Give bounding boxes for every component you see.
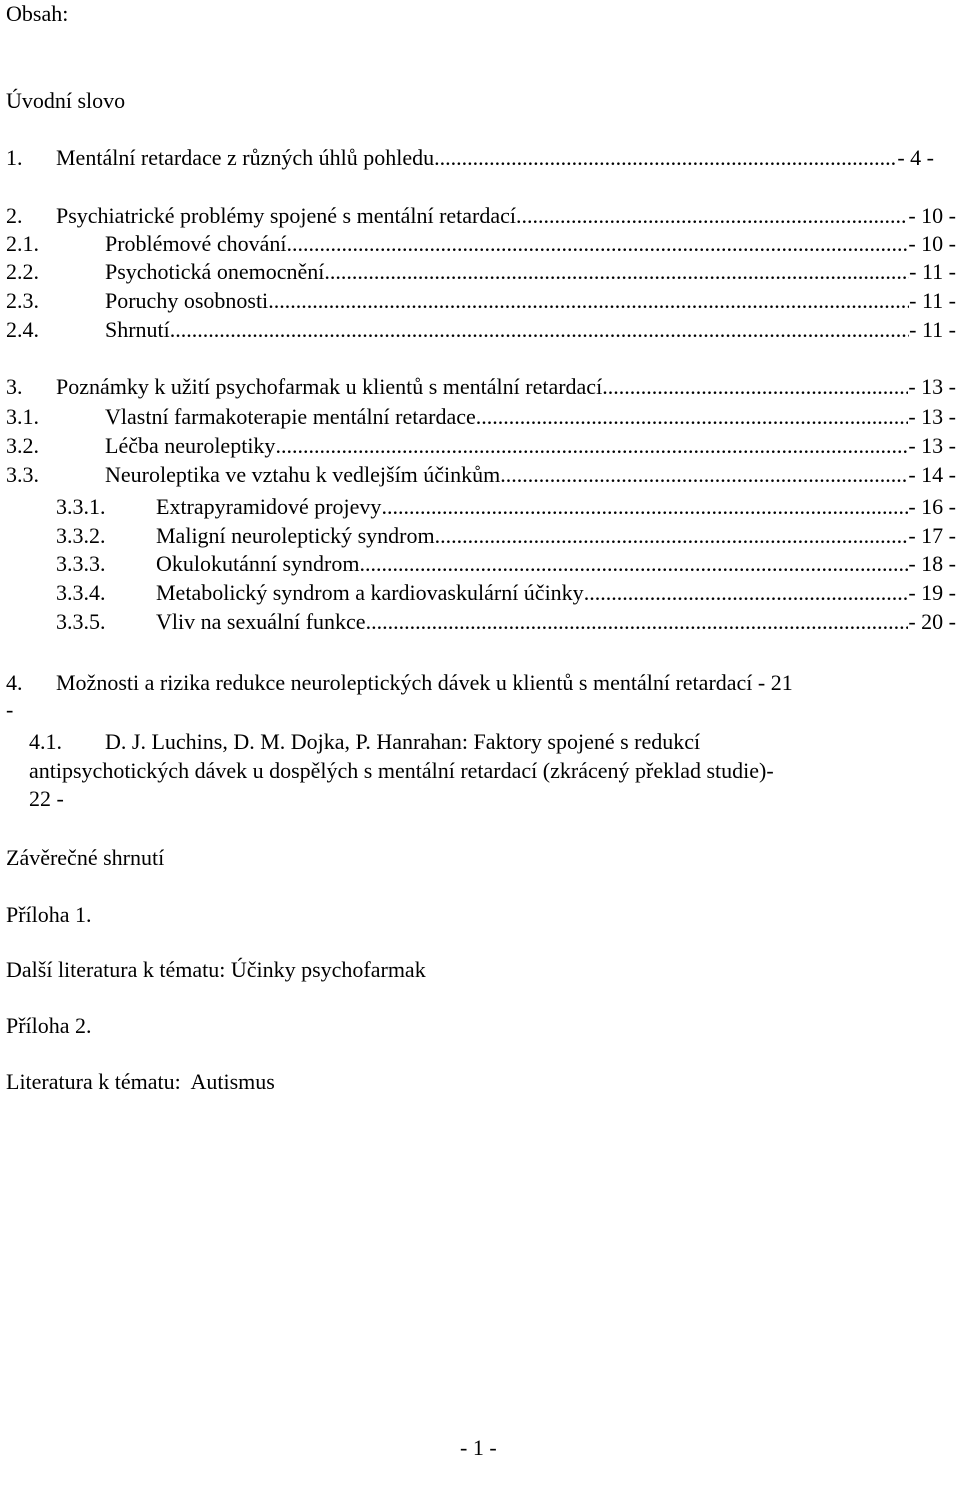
page-title: Obsah: (6, 1, 69, 26)
toc-appendix-2: Příloha 2. (6, 1013, 92, 1038)
toc-leader-dots (286, 231, 908, 257)
toc-entry-title: Extrapyramidové projevy (156, 494, 382, 519)
toc-entry[interactable] (6, 404, 956, 430)
toc-entry-number: 3.3.5. (56, 609, 106, 634)
toc-entry[interactable] (6, 231, 956, 257)
toc-entry-title: Psychiatrické problémy spojené s mentální retardací (56, 203, 517, 228)
toc-entry-page: - 14 - (908, 462, 956, 487)
toc-leader-dots (381, 494, 908, 520)
toc-appendix-1: Příloha 1. (6, 902, 92, 927)
toc-entry-title: D. J. Luchins, D. M. Dojka, P. Hanrahan: Faktory spojené s redukcí (105, 729, 701, 754)
toc-entry-page: - 13 - (908, 404, 956, 429)
toc-entry-title: Neuroleptika ve vztahu k vedlejším účinkům (105, 462, 501, 487)
toc-leader-dots (476, 404, 909, 430)
toc-closing-summary: Závěrečné shrnutí (6, 845, 165, 870)
toc-entry-title: Poruchy osobnosti (105, 288, 269, 313)
toc-leader-dots (434, 145, 897, 171)
toc-entry-4-1-page: 22 - (29, 786, 64, 811)
toc-entry-number: 3. (6, 374, 23, 399)
toc-entry[interactable] (6, 374, 956, 400)
toc-entry-title: Vliv na sexuální funkce (156, 609, 366, 634)
toc-entry[interactable] (6, 288, 956, 314)
toc-leader-dots (602, 374, 908, 400)
toc-entry[interactable] (56, 494, 956, 520)
toc-further-reading: Další literatura k tématu: Účinky psychofarmak (6, 957, 426, 982)
toc-entry-page: - 18 - (908, 551, 956, 576)
toc-entry-page: - 17 - (908, 523, 956, 548)
toc-entry-number: 2.3. (6, 288, 39, 313)
toc-entry-number: 3.3.4. (56, 580, 106, 605)
toc-entry-number: 2.1. (6, 231, 39, 256)
toc-leader-dots (360, 551, 909, 577)
toc-entry-number: 3.3. (6, 462, 39, 487)
toc-entry-page: - 19 - (908, 580, 956, 605)
toc-entry-title: Mentální retardace z různých úhlů pohledu (56, 145, 435, 170)
toc-entry-title: Možnosti a rizika redukce neuroleptických dávek u klientů s mentální retardací (56, 670, 753, 695)
toc-entry[interactable] (6, 203, 956, 229)
toc-entry[interactable] (6, 462, 956, 488)
toc-entry-page: - 21 (757, 670, 793, 695)
toc-leader-dots (516, 203, 908, 229)
toc-entry-title: Maligní neuroleptický syndrom (156, 523, 435, 548)
toc-entry-page: - 20 - (908, 609, 956, 634)
toc-entry-page: - 13 - (908, 374, 956, 399)
toc-entry-title: Okulokutánní syndrom (156, 551, 360, 576)
toc-entry-number: 3.2. (6, 433, 39, 458)
toc-entry-page: - 4 - (897, 145, 934, 170)
toc-entry-page: - 10 - (908, 231, 956, 256)
toc-leader-dots (366, 609, 909, 635)
toc-leader-dots (268, 288, 909, 314)
toc-entry[interactable] (6, 145, 934, 171)
toc-entry-number: 2. (6, 203, 23, 228)
toc-entry-number: 2.4. (6, 317, 39, 342)
toc-entry-page: - 10 - (908, 203, 956, 228)
toc-entry-4-page-tail: - (6, 697, 14, 722)
toc-entry-title: Shrnutí (105, 317, 170, 342)
toc-entry[interactable] (56, 609, 956, 635)
toc-literature: Literatura k tématu: Autismus (6, 1069, 275, 1094)
toc-entry-4-1[interactable] (29, 729, 700, 755)
toc-entry-number: 3.1. (6, 404, 39, 429)
toc-entry-number: 4.1. (29, 729, 62, 754)
toc-entry-number: 2.2. (6, 259, 39, 284)
toc-entry[interactable] (6, 317, 956, 343)
toc-entry-number: 1. (6, 145, 23, 170)
toc-entry-4[interactable] (6, 670, 956, 696)
toc-leader-dots (275, 433, 908, 459)
toc-entry-title: Poznámky k užití psychofarmak u klientů s mentální retardací (56, 374, 603, 399)
toc-entry-title: Léčba neuroleptiky (105, 433, 276, 458)
toc-intro: Úvodní slovo (6, 88, 126, 113)
toc-entry-title: Problémové chování (105, 231, 287, 256)
toc-entry-title: Metabolický syndrom a kardiovaskulární účinky (156, 580, 584, 605)
toc-leader-dots (435, 523, 909, 549)
toc-leader-dots (170, 317, 909, 343)
toc-entry-page: - 11 - (909, 317, 956, 342)
toc-entry[interactable] (56, 580, 956, 606)
toc-entry-page: - 16 - (908, 494, 956, 519)
toc-leader-dots (324, 259, 909, 285)
toc-entry-number: 4. (6, 670, 23, 695)
toc-entry-page: - 11 - (909, 259, 956, 284)
toc-leader-dots (500, 462, 908, 488)
toc-leader-dots (584, 580, 909, 606)
toc-entry-page: - 13 - (908, 433, 956, 458)
toc-entry-page: - 11 - (909, 288, 956, 313)
toc-entry-number: 3.3.1. (56, 494, 106, 519)
page-number: - 1 - (460, 1435, 497, 1460)
toc-entry[interactable] (6, 433, 956, 459)
toc-entry-title: Vlastní farmakoterapie mentální retardace (105, 404, 476, 429)
toc-entry[interactable] (6, 259, 956, 285)
toc-entry[interactable] (56, 551, 956, 577)
toc-entry[interactable] (56, 523, 956, 549)
toc-entry-title: Psychotická onemocnění (105, 259, 325, 284)
toc-entry-number: 3.3.3. (56, 551, 106, 576)
toc-entry-number: 3.3.2. (56, 523, 106, 548)
toc-entry-4-1-line2: antipsychotických dávek u dospělých s mentální retardací (zkrácený překlad studie)- (29, 758, 774, 783)
